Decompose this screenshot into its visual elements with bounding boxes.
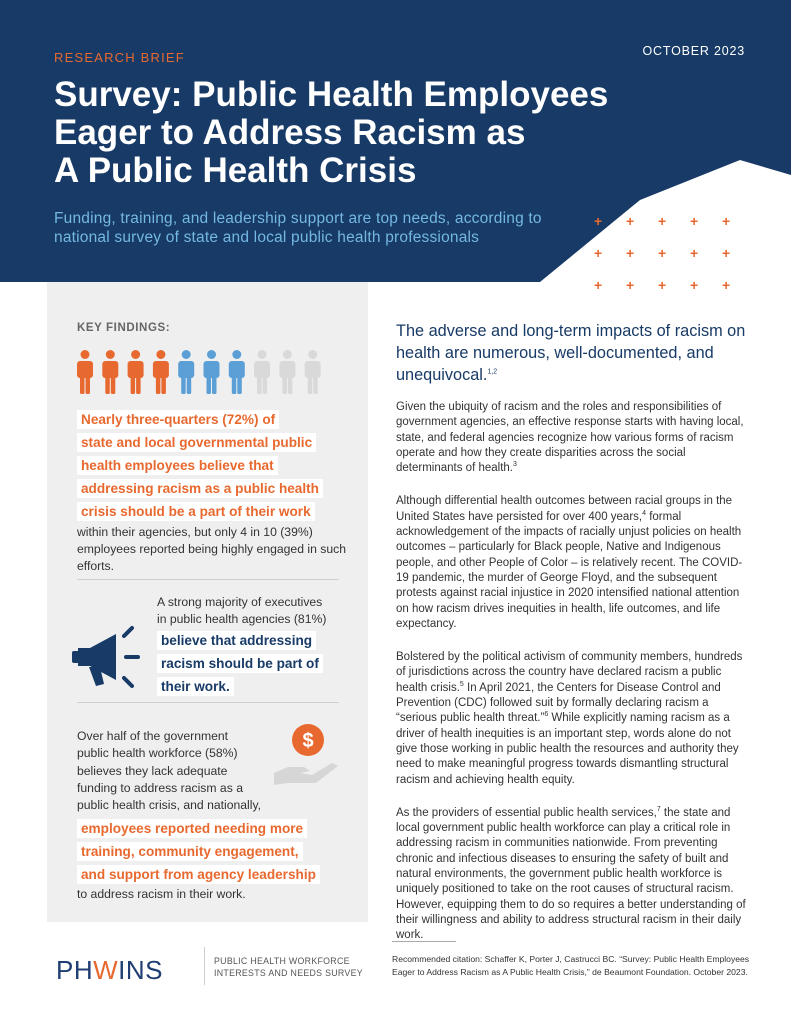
person-icon xyxy=(128,350,144,394)
person-icon xyxy=(153,350,169,394)
highlight-line: crisis should be a part of their work xyxy=(77,502,315,521)
plus-mark: + xyxy=(658,213,667,229)
brief-type-label: RESEARCH BRIEF xyxy=(54,50,185,65)
highlight-line: health employees believe that xyxy=(77,456,278,475)
text-line: public health crisis, and nationally, xyxy=(77,798,262,813)
highlight-line: employees reported needing more xyxy=(77,819,307,838)
body-paragraph: As the providers of essential public health services,$^7$ the state and local government public health workforce can play a critical role in addressing racism in communities nationwide. From preventing chronic and infectious diseases to ensuring the safety of built and natural environments, the government public health workforce is uniquely positioned to take on the root causes of structural racism. However, equipping them to do so requires a better understanding of their willingness and ability to address structural racism in their daily work. xyxy=(396,806,746,942)
plus-mark: + xyxy=(722,277,731,293)
finding-3-text xyxy=(77,728,277,814)
people-pictogram xyxy=(77,350,337,398)
phwins-logo xyxy=(54,942,374,992)
text-line: Over half of the government xyxy=(77,729,229,743)
plus-mark: + xyxy=(722,245,731,261)
person-icon xyxy=(229,350,245,394)
highlight-line: their work. xyxy=(157,677,234,696)
finding-2-highlight xyxy=(157,629,347,698)
footnote-rule xyxy=(392,941,456,942)
money-hand-icon xyxy=(270,723,342,789)
finding-3-rest: to address racism in their work. xyxy=(77,887,246,902)
svg-text:$: $ xyxy=(302,730,314,752)
person-icon xyxy=(204,350,220,394)
plus-mark: + xyxy=(658,245,667,261)
lead-statement: The adverse and long-term impacts of racism on health are numerous, well-documented, and unequivocal.$^{1,2}$ xyxy=(396,322,746,384)
finding-1-text: within their agencies, but only 4 in 10 (39%) employees reported being highly engaged in such efforts. xyxy=(77,525,346,573)
logo-wordmark: PHWINS xyxy=(56,955,164,985)
text-line: in public health agencies (81%) xyxy=(157,612,327,626)
highlight-line: racism should be part of xyxy=(157,654,323,673)
highlight-line: and support from agency leadership xyxy=(77,865,320,884)
megaphone-icon xyxy=(72,622,150,692)
plus-mark: + xyxy=(626,213,635,229)
recommended-citation: Recommended citation: Schaffer K, Porter J, Castrucci BC. “Survey: Public Health Employees Eager to Address Racism as A Public Health Crisis,” de Beaumont Foundation. October 2023. xyxy=(392,954,750,977)
text-line: believes they lack adequate xyxy=(77,763,228,778)
logo-separator xyxy=(204,947,205,985)
title-line: A Public Health Crisis xyxy=(54,151,417,190)
title-line: Eager to Address Racism as xyxy=(54,113,526,152)
person-icon xyxy=(254,350,270,394)
key-findings-title: KEY FINDINGS: xyxy=(77,322,171,334)
divider xyxy=(77,579,339,580)
person-icon xyxy=(77,350,93,394)
page-title xyxy=(54,76,714,190)
logo-tagline: PUBLIC HEALTH WORKFORCE INTERESTS AND NEEDS SURVEY xyxy=(214,956,363,978)
finding-3-highlight xyxy=(77,817,367,886)
plus-pattern-decoration xyxy=(594,214,744,298)
finding-2-text xyxy=(157,594,347,628)
body-paragraph: Bolstered by the political activism of community members, hundreds of jurisdictions across the country have declared racism a public health crisis.$^5$ In April 2021, the Centers for Disease Control and Prevention (CDC) followed suit by formally declaring racism a “serious public health threat.”$^6$ While explicitly naming racism as a driver of health inequities is an important step, words alone do not give those working in public health the resources and authority they need to make meaningful progress towards dismantling structural racism and achieving health equity. xyxy=(396,651,743,786)
highlight-line: Nearly three-quarters (72%) of xyxy=(77,410,279,429)
highlight-line: training, community engagement, xyxy=(77,842,303,861)
plus-mark: + xyxy=(626,245,635,261)
text-line: funding to address racism as a xyxy=(77,780,243,795)
person-icon xyxy=(102,350,118,394)
plus-mark: + xyxy=(690,277,699,293)
person-icon xyxy=(178,350,194,394)
header-banner xyxy=(0,0,791,293)
highlight-line: addressing racism as a public health xyxy=(77,479,323,498)
publication-date: OCTOBER 2023 xyxy=(642,44,745,58)
person-icon xyxy=(279,350,295,394)
plus-mark: + xyxy=(690,213,699,229)
plus-mark: + xyxy=(722,213,731,229)
text-line: public health workforce (58%) xyxy=(77,746,238,761)
title-line: Survey: Public Health Employees xyxy=(54,75,609,114)
main-article xyxy=(396,320,746,944)
plus-mark: + xyxy=(594,213,603,229)
divider xyxy=(77,702,339,703)
key-findings-panel xyxy=(47,282,368,922)
plus-mark: + xyxy=(626,277,635,293)
plus-mark: + xyxy=(594,277,603,293)
finding-2 xyxy=(157,594,347,698)
finding-1 xyxy=(77,408,367,575)
page-subtitle: Funding, training, and leadership support are top needs, according to national survey of state and local public health professionals xyxy=(54,210,542,246)
plus-mark: + xyxy=(594,245,603,261)
person-icon xyxy=(305,350,321,394)
finding-1-highlight xyxy=(77,408,367,523)
highlight-line: state and local governmental public xyxy=(77,433,316,452)
highlight-line: believe that addressing xyxy=(157,631,316,650)
body-paragraph: Given the ubiquity of racism and the roles and responsibilities of government agencies, an effective response starts with having local, state, and federal agencies recognize how various forms of racism operate and how they create disparities across the social determinants of health.$^3$ xyxy=(396,401,744,475)
plus-mark: + xyxy=(690,245,699,261)
text-line: A strong majority of executives xyxy=(157,595,323,609)
body-paragraph: Although differential health outcomes between racial groups in the United States have persisted for over 400 years,$^4$ formal acknowledgement of the impacts of racially unjust policies on health outcomes – particularly for Black people, Native and Indigenous people, and other People of Color – is relatively recent. The COVID-19 pandemic, the murder of George Floyd, and the subsequent protests against racial injustice in 2020 intensified national attention on how racism drives inequities in health, life outcomes, and life expectancy. xyxy=(396,495,743,630)
plus-mark: + xyxy=(658,277,667,293)
